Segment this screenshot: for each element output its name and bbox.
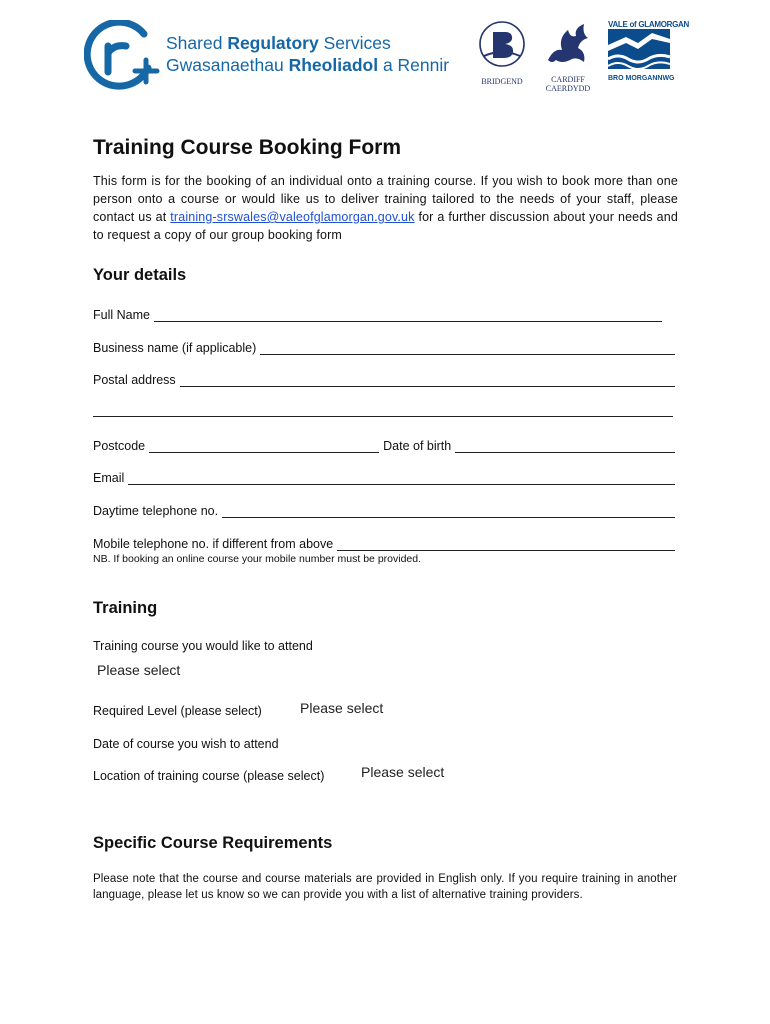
full-name-field: Full Name <box>93 304 675 322</box>
bridgend-crest-icon <box>474 20 530 72</box>
srs-logo-text: Shared Regulatory Services Gwasanaethau Rheoliadol a Rennir <box>166 33 450 75</box>
course-date-label: Date of course you wish to attend <box>93 737 279 751</box>
srs-logo-icon <box>84 20 160 90</box>
postal-address-input-line2[interactable] <box>93 416 673 417</box>
business-name-input[interactable] <box>260 340 675 355</box>
page-header <box>84 20 689 95</box>
daytime-telephone-field: Daytime telephone no. <box>93 500 675 518</box>
contact-email-link[interactable]: training-srswales@valeofglamorgan.gov.uk <box>170 210 415 224</box>
postal-address-field: Postal address <box>93 369 675 387</box>
bridgend-logo: BRIDGEND <box>474 20 530 86</box>
cardiff-logo: CARDIFF CAERDYDD <box>540 20 596 93</box>
location-select[interactable]: Please select <box>361 764 445 780</box>
email-input[interactable] <box>128 470 675 485</box>
form-intro-section <box>93 136 678 244</box>
vale-waves-icon <box>608 29 670 69</box>
vale-of-glamorgan-logo: VALE of GLAMORGAN BRO MORGANNWG <box>608 20 689 82</box>
daytime-telephone-input[interactable] <box>222 503 675 518</box>
training-heading: Training <box>93 599 158 617</box>
postcode-input[interactable] <box>149 438 379 453</box>
date-of-birth-input[interactable] <box>455 438 675 453</box>
your-details-heading: Your details <box>93 266 187 284</box>
intro-paragraph: This form is for the booking of an individual onto a training course. If you wish to book more than one person onto a course or would like us to deliver training tailored to the needs of your staff, please contact us at training-srswales@valeofglamorgan.gov.uk for a further discussion about your needs and to request a copy of our group booking form <box>93 174 678 242</box>
dragon-icon <box>540 20 596 70</box>
course-select[interactable]: Please select <box>97 662 181 678</box>
mobile-telephone-input[interactable] <box>337 536 675 551</box>
full-name-input[interactable] <box>154 307 662 322</box>
level-select[interactable]: Please select <box>300 700 384 716</box>
mobile-telephone-field: Mobile telephone no. if different from above <box>93 533 675 551</box>
postcode-dob-row: Postcode Date of birth <box>93 435 675 453</box>
level-label: Required Level (please select) <box>93 704 262 718</box>
course-requirements-heading: Specific Course Requirements <box>93 834 333 852</box>
business-name-field: Business name (if applicable) <box>93 337 675 355</box>
course-label: Training course you would like to attend <box>93 639 313 653</box>
email-field: Email <box>93 467 675 485</box>
location-label: Location of training course (please select) <box>93 769 325 783</box>
page-title: Training Course Booking Form <box>93 136 402 159</box>
postal-address-input-line1[interactable] <box>180 372 675 387</box>
mobile-note: NB. If booking an online course your mobile number must be provided. <box>93 553 422 565</box>
course-requirements-text: Please note that the course and course materials are provided in English only. If you require training in another language, please let us know so we can provide you with a list of alternative training providers. <box>93 873 677 901</box>
